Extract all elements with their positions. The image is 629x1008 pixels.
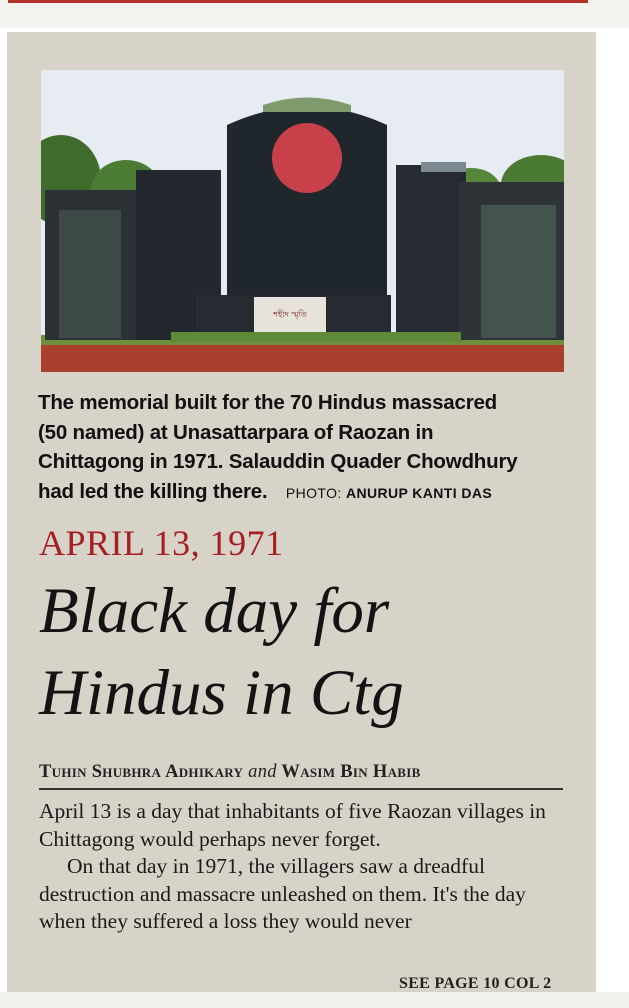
caption-line-text: had led the killing there. (38, 479, 268, 503)
headline-line: Black day for (39, 575, 390, 647)
photo-credit (273, 485, 492, 501)
continued-jump-line: SEE PAGE 10 COL 2 (399, 975, 552, 992)
byline (39, 762, 421, 783)
body-paragraph: On that day in 1971, the villagers saw a dreadful destruction and massacre unleashed on them. It's the day when they suffered a loss they would never (39, 854, 526, 933)
author-name: Wasim Bin Habib (281, 762, 421, 782)
photo-credit-prefix: PHOTO: (285, 484, 342, 501)
article-headline (39, 570, 589, 734)
caption-line: Chittagong in 1971. Salauddin Quader Chowdhury (38, 450, 518, 473)
caption-line (38, 477, 578, 509)
article-date: APRIL 13, 1971 (39, 523, 284, 563)
red-sun-disc (272, 123, 342, 193)
plaque-text: শহীদ স্মৃতি (273, 310, 307, 319)
bottom-page-strip (0, 992, 629, 1008)
photo-caption (38, 388, 578, 508)
news-clipping (7, 32, 596, 994)
top-page-strip (0, 0, 629, 28)
article-body (39, 798, 569, 936)
memorial-illustration (41, 70, 564, 372)
byline-rule (39, 788, 563, 790)
top-red-rule (8, 0, 588, 3)
caption-line: (50 named) at Unasattarpara of Raozan in (38, 420, 434, 444)
headline-line: Hindus in Ctg (39, 657, 404, 729)
caption-line: The memorial built for the 70 Hindus massacred (38, 391, 498, 414)
byline-conjunction: and (248, 762, 277, 782)
body-paragraph: April 13 is a day that inhabitants of five Raozan villages in Chittagong would perhaps never forget. (39, 799, 546, 851)
author-name: Tuhin Shubhra Adhikary (39, 762, 244, 782)
memorial-photo (41, 70, 564, 372)
photo-credit-name: ANURUP KANTI DAS (345, 484, 493, 501)
